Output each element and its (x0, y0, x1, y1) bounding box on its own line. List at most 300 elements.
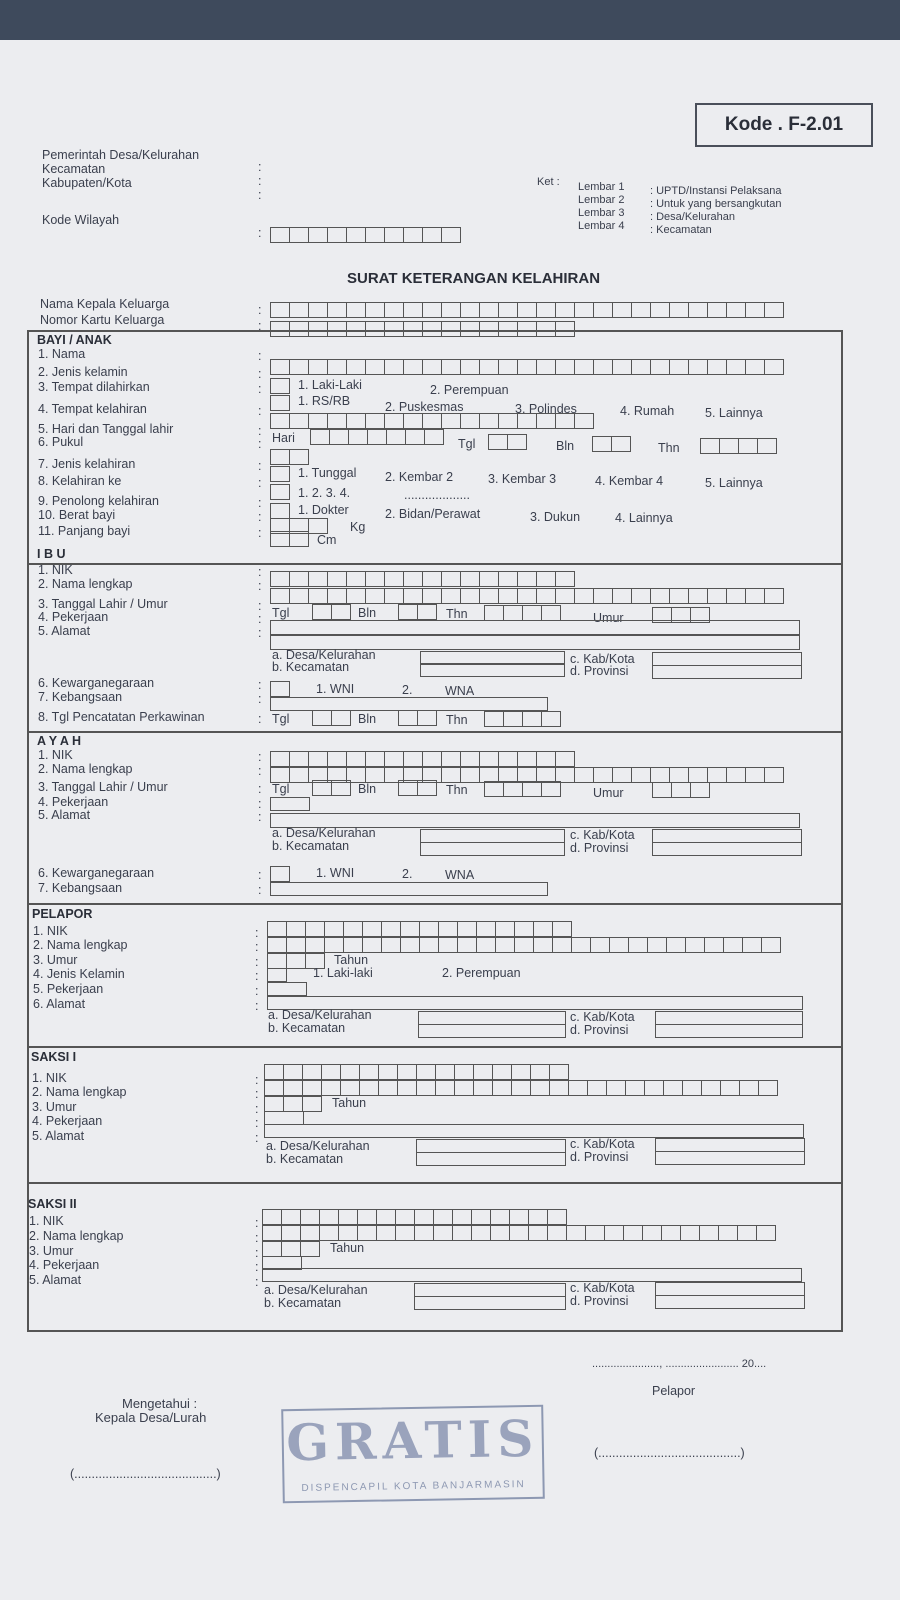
char-box[interactable] (585, 1225, 605, 1241)
char-box[interactable] (381, 937, 401, 953)
char-box[interactable] (726, 767, 746, 783)
nama-kepala-keluarga-boxes[interactable] (270, 302, 783, 318)
char-box[interactable] (403, 571, 423, 587)
char-box[interactable] (308, 751, 328, 767)
char-box[interactable] (283, 1080, 303, 1096)
char-box[interactable] (419, 937, 439, 953)
char-box[interactable] (281, 1225, 301, 1241)
char-box[interactable] (264, 1096, 284, 1112)
char-box[interactable] (536, 359, 556, 375)
char-box[interactable] (555, 413, 575, 429)
saksi2-kab-field[interactable] (655, 1282, 805, 1296)
char-box[interactable] (547, 1225, 567, 1241)
char-box[interactable] (403, 413, 423, 429)
char-box[interactable] (661, 1225, 681, 1241)
char-box[interactable] (403, 302, 423, 318)
char-box[interactable] (460, 413, 480, 429)
char-box[interactable] (343, 921, 363, 937)
char-box[interactable] (286, 953, 306, 969)
char-box[interactable] (384, 302, 404, 318)
char-box[interactable] (433, 1225, 453, 1241)
char-box[interactable] (300, 1209, 320, 1225)
char-box[interactable] (289, 751, 309, 767)
char-box[interactable] (460, 571, 480, 587)
char-box[interactable] (289, 531, 309, 547)
saksi1-desa-field[interactable] (416, 1139, 566, 1153)
char-box[interactable] (669, 767, 689, 783)
char-box[interactable] (398, 604, 418, 620)
char-box[interactable] (262, 1241, 282, 1257)
char-box[interactable] (460, 359, 480, 375)
char-box[interactable] (476, 937, 496, 953)
ibu-bln-boxes[interactable] (398, 604, 436, 620)
char-box[interactable] (386, 429, 406, 445)
char-box[interactable] (403, 227, 423, 243)
char-box[interactable] (264, 1064, 284, 1080)
char-box[interactable] (289, 413, 309, 429)
char-box[interactable] (384, 227, 404, 243)
saksi2-nama-boxes[interactable] (262, 1225, 775, 1241)
char-box[interactable] (680, 1225, 700, 1241)
char-box[interactable] (536, 302, 556, 318)
char-box[interactable] (300, 1225, 320, 1241)
char-box[interactable] (346, 302, 366, 318)
char-box[interactable] (612, 302, 632, 318)
char-box[interactable] (593, 302, 613, 318)
char-box[interactable] (327, 227, 347, 243)
char-box[interactable] (631, 767, 651, 783)
char-box[interactable] (479, 302, 499, 318)
char-box[interactable] (359, 1080, 379, 1096)
char-box[interactable] (403, 751, 423, 767)
char-box[interactable] (503, 781, 523, 797)
char-box[interactable] (606, 1080, 626, 1096)
char-box[interactable] (346, 413, 366, 429)
char-box[interactable] (357, 1209, 377, 1225)
char-box[interactable] (574, 588, 594, 604)
char-box[interactable] (348, 429, 368, 445)
char-box[interactable] (270, 588, 290, 604)
char-box[interactable] (441, 767, 461, 783)
char-box[interactable] (517, 413, 537, 429)
char-box[interactable] (441, 571, 461, 587)
char-box[interactable] (688, 359, 708, 375)
char-box[interactable] (517, 751, 537, 767)
char-box[interactable] (460, 588, 480, 604)
pelapor-nama-boxes[interactable] (267, 937, 780, 953)
char-box[interactable] (270, 571, 290, 587)
ayah-umur-boxes[interactable] (652, 782, 709, 798)
char-box[interactable] (302, 1080, 322, 1096)
char-box[interactable] (300, 1241, 320, 1257)
pelapor-jk-box[interactable] (267, 968, 287, 982)
char-box[interactable] (707, 588, 727, 604)
char-box[interactable] (362, 937, 382, 953)
char-box[interactable] (547, 1209, 567, 1225)
char-box[interactable] (346, 359, 366, 375)
char-box[interactable] (414, 1225, 434, 1241)
char-box[interactable] (384, 588, 404, 604)
char-box[interactable] (533, 921, 553, 937)
char-box[interactable] (745, 767, 765, 783)
char-box[interactable] (397, 1064, 417, 1080)
char-box[interactable] (612, 359, 632, 375)
char-box[interactable] (507, 434, 527, 450)
char-box[interactable] (756, 1225, 776, 1241)
char-box[interactable] (761, 937, 781, 953)
char-box[interactable] (533, 937, 553, 953)
char-box[interactable] (305, 937, 325, 953)
char-box[interactable] (414, 1209, 434, 1225)
char-box[interactable] (365, 767, 385, 783)
char-box[interactable] (528, 1209, 548, 1225)
ibu-kebangsaan-field[interactable] (270, 697, 548, 711)
char-box[interactable] (666, 937, 686, 953)
char-box[interactable] (492, 1064, 512, 1080)
char-box[interactable] (331, 710, 351, 726)
char-box[interactable] (723, 937, 743, 953)
jenis-kelahiran-box[interactable] (270, 466, 290, 482)
char-box[interactable] (669, 302, 689, 318)
char-box[interactable] (419, 921, 439, 937)
char-box[interactable] (718, 1225, 738, 1241)
char-box[interactable] (327, 359, 347, 375)
saksi1-kecamatan-field[interactable] (416, 1152, 566, 1166)
char-box[interactable] (270, 359, 290, 375)
char-box[interactable] (283, 1064, 303, 1080)
ibu-nama-boxes[interactable] (270, 588, 783, 604)
tgl-boxes[interactable] (488, 434, 526, 450)
char-box[interactable] (514, 921, 534, 937)
char-box[interactable] (541, 605, 561, 621)
char-box[interactable] (541, 711, 561, 727)
char-box[interactable] (552, 921, 572, 937)
char-box[interactable] (346, 571, 366, 587)
char-box[interactable] (536, 571, 556, 587)
char-box[interactable] (473, 1064, 493, 1080)
char-box[interactable] (267, 953, 287, 969)
char-box[interactable] (270, 413, 290, 429)
char-box[interactable] (343, 937, 363, 953)
char-box[interactable] (452, 1225, 472, 1241)
char-box[interactable] (536, 751, 556, 767)
char-box[interactable] (764, 588, 784, 604)
char-box[interactable] (416, 1080, 436, 1096)
char-box[interactable] (652, 782, 672, 798)
char-box[interactable] (438, 937, 458, 953)
char-box[interactable] (460, 302, 480, 318)
char-box[interactable] (262, 1225, 282, 1241)
char-box[interactable] (310, 429, 330, 445)
char-box[interactable] (566, 1225, 586, 1241)
char-box[interactable] (745, 588, 765, 604)
char-box[interactable] (452, 1209, 472, 1225)
char-box[interactable] (650, 359, 670, 375)
char-box[interactable] (688, 588, 708, 604)
char-box[interactable] (365, 571, 385, 587)
char-box[interactable] (541, 781, 561, 797)
char-box[interactable] (422, 359, 442, 375)
char-box[interactable] (424, 429, 444, 445)
char-box[interactable] (574, 302, 594, 318)
char-box[interactable] (517, 588, 537, 604)
char-box[interactable] (517, 571, 537, 587)
char-box[interactable] (742, 937, 762, 953)
char-box[interactable] (574, 413, 594, 429)
char-box[interactable] (362, 921, 382, 937)
char-box[interactable] (498, 571, 518, 587)
char-box[interactable] (522, 711, 542, 727)
char-box[interactable] (327, 302, 347, 318)
pelapor-kab-field[interactable] (655, 1011, 803, 1025)
char-box[interactable] (745, 359, 765, 375)
char-box[interactable] (479, 751, 499, 767)
char-box[interactable] (631, 359, 651, 375)
char-box[interactable] (704, 937, 724, 953)
char-box[interactable] (707, 302, 727, 318)
char-box[interactable] (707, 359, 727, 375)
char-box[interactable] (484, 781, 504, 797)
char-box[interactable] (764, 302, 784, 318)
char-box[interactable] (331, 780, 351, 796)
char-box[interactable] (441, 413, 461, 429)
hari-boxes[interactable] (310, 429, 443, 445)
tempat-dilahirkan-box[interactable] (270, 395, 290, 411)
char-box[interactable] (395, 1225, 415, 1241)
char-box[interactable] (405, 429, 425, 445)
char-box[interactable] (476, 921, 496, 937)
ayah-pekerjaan-field[interactable] (270, 797, 310, 811)
char-box[interactable] (417, 604, 437, 620)
char-box[interactable] (503, 605, 523, 621)
char-box[interactable] (346, 227, 366, 243)
char-box[interactable] (400, 937, 420, 953)
char-box[interactable] (650, 767, 670, 783)
char-box[interactable] (498, 588, 518, 604)
char-box[interactable] (286, 937, 306, 953)
char-box[interactable] (321, 1064, 341, 1080)
char-box[interactable] (289, 227, 309, 243)
char-box[interactable] (700, 438, 720, 454)
char-box[interactable] (471, 1209, 491, 1225)
pukul-boxes[interactable] (270, 449, 308, 465)
char-box[interactable] (719, 438, 739, 454)
ayah-wn-box[interactable] (270, 866, 290, 882)
pelapor-pekerjaan-field[interactable] (267, 982, 307, 996)
char-box[interactable] (416, 1064, 436, 1080)
ibu-provinsi-field[interactable] (652, 665, 802, 679)
char-box[interactable] (609, 937, 629, 953)
char-box[interactable] (312, 604, 332, 620)
char-box[interactable] (647, 937, 667, 953)
ibu-kawin-bln-boxes[interactable] (398, 710, 436, 726)
panjang-bayi-boxes[interactable] (270, 531, 308, 547)
char-box[interactable] (669, 359, 689, 375)
char-box[interactable] (688, 302, 708, 318)
char-box[interactable] (511, 1080, 531, 1096)
char-box[interactable] (302, 1096, 322, 1112)
char-box[interactable] (327, 751, 347, 767)
char-box[interactable] (422, 302, 442, 318)
char-box[interactable] (365, 302, 385, 318)
char-box[interactable] (422, 413, 442, 429)
char-box[interactable] (346, 588, 366, 604)
bln-boxes[interactable] (592, 436, 630, 452)
char-box[interactable] (642, 1225, 662, 1241)
char-box[interactable] (503, 711, 523, 727)
kelahiran-ke-box[interactable] (270, 484, 290, 500)
char-box[interactable] (438, 921, 458, 937)
char-box[interactable] (327, 571, 347, 587)
char-box[interactable] (378, 1064, 398, 1080)
char-box[interactable] (738, 438, 758, 454)
char-box[interactable] (357, 1225, 377, 1241)
char-box[interactable] (495, 937, 515, 953)
char-box[interactable] (289, 588, 309, 604)
saksi1-umur-boxes[interactable] (264, 1096, 321, 1112)
char-box[interactable] (490, 1225, 510, 1241)
char-box[interactable] (457, 937, 477, 953)
char-box[interactable] (267, 921, 287, 937)
char-box[interactable] (340, 1080, 360, 1096)
pelapor-desa-field[interactable] (418, 1011, 566, 1025)
char-box[interactable] (690, 782, 710, 798)
char-box[interactable] (308, 359, 328, 375)
char-box[interactable] (460, 767, 480, 783)
char-box[interactable] (417, 710, 437, 726)
char-box[interactable] (321, 1080, 341, 1096)
char-box[interactable] (270, 751, 290, 767)
char-box[interactable] (422, 571, 442, 587)
char-box[interactable] (490, 1209, 510, 1225)
char-box[interactable] (650, 588, 670, 604)
char-box[interactable] (593, 359, 613, 375)
char-box[interactable] (498, 302, 518, 318)
char-box[interactable] (367, 429, 387, 445)
char-box[interactable] (286, 921, 306, 937)
char-box[interactable] (324, 921, 344, 937)
char-box[interactable] (549, 1080, 569, 1096)
char-box[interactable] (568, 1080, 588, 1096)
char-box[interactable] (555, 588, 575, 604)
char-box[interactable] (737, 1225, 757, 1241)
char-box[interactable] (498, 751, 518, 767)
char-box[interactable] (441, 359, 461, 375)
char-box[interactable] (488, 434, 508, 450)
char-box[interactable] (365, 359, 385, 375)
saksi1-kab-field[interactable] (655, 1138, 805, 1152)
char-box[interactable] (441, 227, 461, 243)
char-box[interactable] (650, 302, 670, 318)
tempat-kelahiran-boxes[interactable] (270, 413, 593, 429)
char-box[interactable] (592, 436, 612, 452)
char-box[interactable] (536, 588, 556, 604)
char-box[interactable] (682, 1080, 702, 1096)
char-box[interactable] (365, 413, 385, 429)
char-box[interactable] (571, 937, 591, 953)
char-box[interactable] (764, 767, 784, 783)
char-box[interactable] (384, 359, 404, 375)
char-box[interactable] (378, 1080, 398, 1096)
char-box[interactable] (270, 302, 290, 318)
ibu-kawin-tgl-boxes[interactable] (312, 710, 350, 726)
char-box[interactable] (671, 782, 691, 798)
char-box[interactable] (376, 1209, 396, 1225)
char-box[interactable] (324, 937, 344, 953)
char-box[interactable] (422, 227, 442, 243)
ayah-kebangsaan-field[interactable] (270, 882, 548, 896)
ibu-thn-boxes[interactable] (484, 605, 560, 621)
char-box[interactable] (590, 937, 610, 953)
ayah-kab-field[interactable] (652, 829, 802, 843)
char-box[interactable] (384, 751, 404, 767)
char-box[interactable] (270, 227, 290, 243)
char-box[interactable] (302, 1064, 322, 1080)
char-box[interactable] (308, 571, 328, 587)
char-box[interactable] (726, 588, 746, 604)
char-box[interactable] (270, 449, 290, 465)
char-box[interactable] (758, 1080, 778, 1096)
ibu-kecamatan-field[interactable] (420, 663, 565, 677)
char-box[interactable] (319, 1209, 339, 1225)
char-box[interactable] (492, 1080, 512, 1096)
char-box[interactable] (454, 1064, 474, 1080)
ayah-desa-field[interactable] (420, 829, 565, 843)
ibu-nik-boxes[interactable] (270, 571, 574, 587)
char-box[interactable] (688, 767, 708, 783)
char-box[interactable] (511, 1064, 531, 1080)
char-box[interactable] (398, 710, 418, 726)
char-box[interactable] (264, 1080, 284, 1096)
char-box[interactable] (308, 518, 328, 534)
char-box[interactable] (289, 571, 309, 587)
char-box[interactable] (403, 359, 423, 375)
char-box[interactable] (555, 751, 575, 767)
ibu-kab-field[interactable] (652, 652, 802, 666)
char-box[interactable] (359, 1064, 379, 1080)
char-box[interactable] (530, 1064, 550, 1080)
char-box[interactable] (460, 751, 480, 767)
jenis-kelamin-box[interactable] (270, 378, 290, 394)
char-box[interactable] (611, 436, 631, 452)
char-box[interactable] (522, 605, 542, 621)
char-box[interactable] (365, 751, 385, 767)
char-box[interactable] (435, 1080, 455, 1096)
char-box[interactable] (312, 780, 332, 796)
char-box[interactable] (338, 1225, 358, 1241)
char-box[interactable] (484, 711, 504, 727)
saksi1-nik-boxes[interactable] (264, 1064, 568, 1080)
char-box[interactable] (403, 588, 423, 604)
char-box[interactable] (262, 1209, 282, 1225)
char-box[interactable] (308, 227, 328, 243)
char-box[interactable] (536, 413, 556, 429)
char-box[interactable] (441, 751, 461, 767)
char-box[interactable] (397, 1080, 417, 1096)
ayah-bln-boxes[interactable] (398, 780, 436, 796)
char-box[interactable] (628, 937, 648, 953)
char-box[interactable] (319, 1225, 339, 1241)
char-box[interactable] (552, 937, 572, 953)
char-box[interactable] (669, 588, 689, 604)
char-box[interactable] (574, 767, 594, 783)
char-box[interactable] (522, 781, 542, 797)
ayah-tgl-boxes[interactable] (312, 780, 350, 796)
char-box[interactable] (604, 1225, 624, 1241)
char-box[interactable] (289, 449, 309, 465)
char-box[interactable] (473, 1080, 493, 1096)
char-box[interactable] (663, 1080, 683, 1096)
